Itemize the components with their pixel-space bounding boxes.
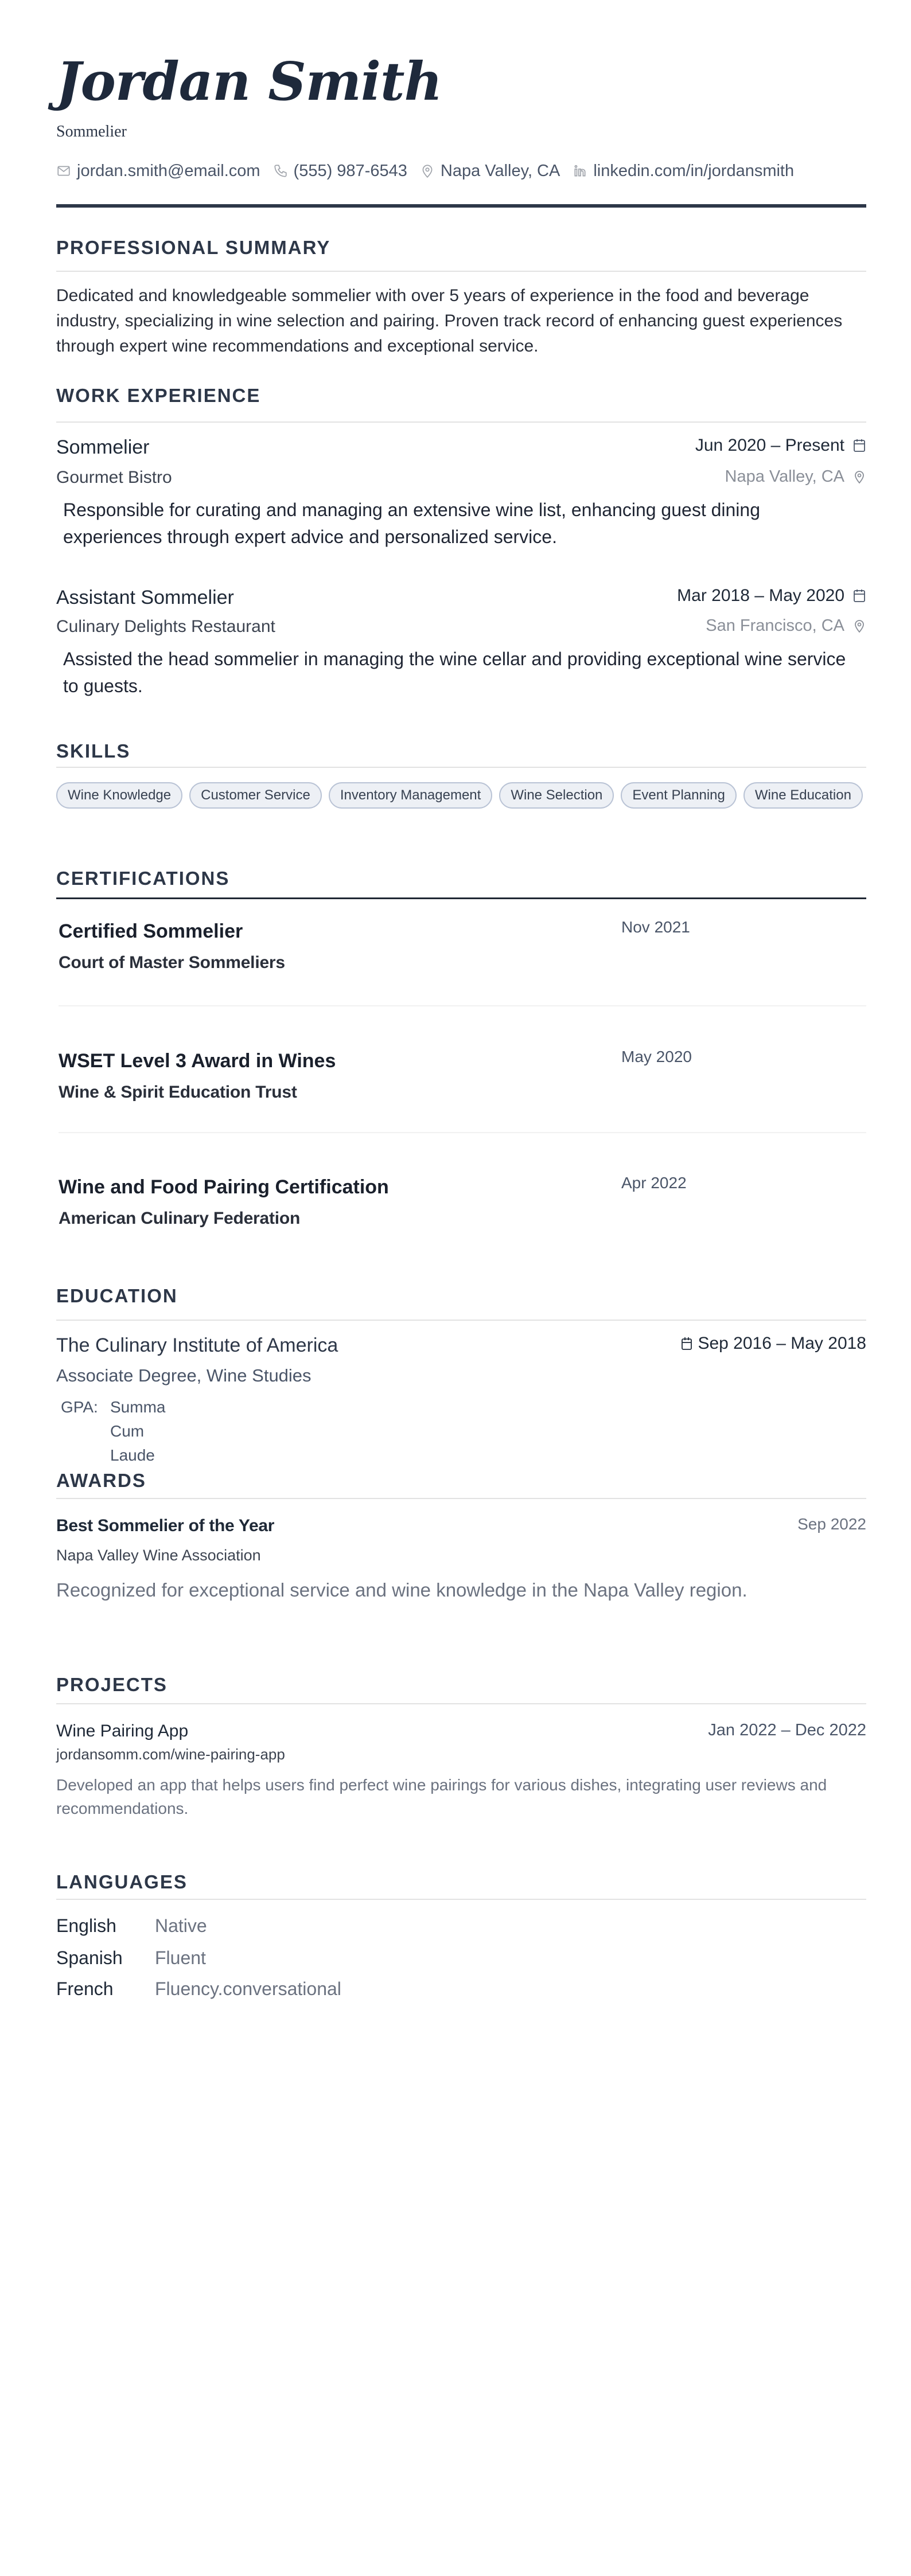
calendar-icon [680,1336,693,1351]
language-name: Spanish [56,1947,123,1968]
skill-pill: Inventory Management [329,782,492,809]
job-location: San Francisco, CA [706,615,866,637]
candidate-name: Jordan Smith [56,50,442,112]
contact-row [56,161,794,181]
certification-date: May 2020 [621,1048,692,1065]
education-degree: Associate Degree, Wine Studies [56,1365,312,1385]
awards-divider [56,1498,866,1499]
certification-name: WSET Level 3 Award in Wines [59,1050,336,1072]
calendar-icon [852,438,866,453]
education-school: The Culinary Institute of America [56,1334,338,1356]
linkedin-icon [573,163,587,178]
certification-issuer: American Culinary Federation [59,1209,301,1228]
mail-icon [56,163,71,178]
award-date: Sep 2022 [797,1515,866,1533]
phone-text: (555) 987-6543 [293,162,407,180]
location-text: Napa Valley, CA [440,162,560,180]
language-level: Fluent [155,1947,206,1968]
project-dates: Jan 2022 – Dec 2022 [708,1721,866,1739]
education-heading: EDUCATION [56,1285,178,1306]
map-pin-icon [420,163,435,178]
skill-pill: Wine Education [743,782,863,809]
certification-date: Nov 2021 [621,918,690,936]
contact-linkedin[interactable] [573,161,794,181]
certification-issuer: Wine & Spirit Education Trust [59,1083,297,1102]
certifications-heading: CERTIFICATIONS [56,868,230,889]
job-description: Assisted the head sommelier in managing the wine cellar and providing exceptional wine service to guests. [63,649,846,696]
calendar-icon [852,588,866,603]
experience-heading: WORK EXPERIENCE [56,385,261,406]
language-name: English [56,1915,116,1936]
award-issuer: Napa Valley Wine Association [56,1547,261,1564]
project-title: Wine Pairing App [56,1722,189,1740]
language-row [56,1914,207,1937]
header-divider [56,204,866,208]
contact-email[interactable] [56,161,260,181]
map-pin-icon [852,618,866,633]
summary-text: Dedicated and knowledgeable sommelier with over 5 years of experience in the food and beverage industry, specializing in wine selection and pairing. Proven track record of enhancing guest experiences through expert wine recommendations and exceptional service. [56,286,843,356]
skill-pill: Wine Knowledge [56,782,182,809]
certification-issuer: Court of Master Sommeliers [59,953,285,972]
languages-heading: LANGUAGES [56,1871,188,1892]
job-description: Responsible for curating and managing an extensive wine list, enhancing guest dining experiences through expert advice and personalized service. [63,499,760,547]
certification-name: Certified Sommelier [59,920,243,942]
job-dates: Mar 2018 – May 2020 [677,585,866,607]
certification-name: Wine and Food Pairing Certification [59,1176,389,1198]
summary-heading: PROFESSIONAL SUMMARY [56,237,331,258]
gpa-value: Summa Cum Laude [110,1398,166,1464]
certification-separator [59,1005,866,1006]
languages-divider [56,1899,866,1900]
language-name: French [56,1978,114,1999]
contact-location [420,161,560,181]
skill-pill: Event Planning [621,782,736,809]
skills-heading: SKILLS [56,740,131,762]
job-location: Napa Valley, CA [725,466,866,487]
map-pin-icon [852,469,866,484]
gpa-label: GPA: [61,1398,98,1416]
candidate-title: Sommelier [56,123,127,140]
skill-pill: Customer Service [189,782,322,809]
language-level: Fluency.conversational [155,1978,341,1999]
language-row [56,1977,341,2000]
certification-separator [59,1132,866,1133]
experience-divider [56,421,866,423]
job-company: Gourmet Bistro [56,468,172,487]
education-dates: Sep 2016 – May 2018 [680,1333,866,1355]
phone-icon [273,163,288,178]
projects-heading: PROJECTS [56,1674,168,1695]
skills-list [56,782,866,809]
skill-pill: Wine Selection [499,782,614,809]
award-description: Recognized for exceptional service and wine knowledge in the Napa Valley region. [56,1579,748,1601]
summary-divider [56,271,866,272]
skills-divider [56,767,866,768]
job-company: Culinary Delights Restaurant [56,617,275,636]
certifications-divider [56,897,866,899]
language-level: Native [155,1915,207,1936]
job-title: Assistant Sommelier [56,587,234,608]
award-title: Best Sommelier of the Year [56,1516,275,1535]
project-link[interactable]: jordansomm.com/wine-pairing-app [56,1746,285,1763]
contact-phone[interactable] [273,161,407,181]
project-description: Developed an app that helps users find perfect wine pairings for various dishes, integrating user reviews and recommendations. [56,1776,827,1817]
email-text: jordan.smith@email.com [77,162,260,180]
education-divider [56,1320,866,1321]
certification-date: Apr 2022 [621,1174,687,1192]
job-dates: Jun 2020 – Present [695,435,866,456]
language-row [56,1946,206,1969]
projects-divider [56,1703,866,1704]
awards-heading: AWARDS [56,1470,146,1491]
job-title: Sommelier [56,436,150,458]
linkedin-text: linkedin.com/in/jordansmith [593,162,795,180]
